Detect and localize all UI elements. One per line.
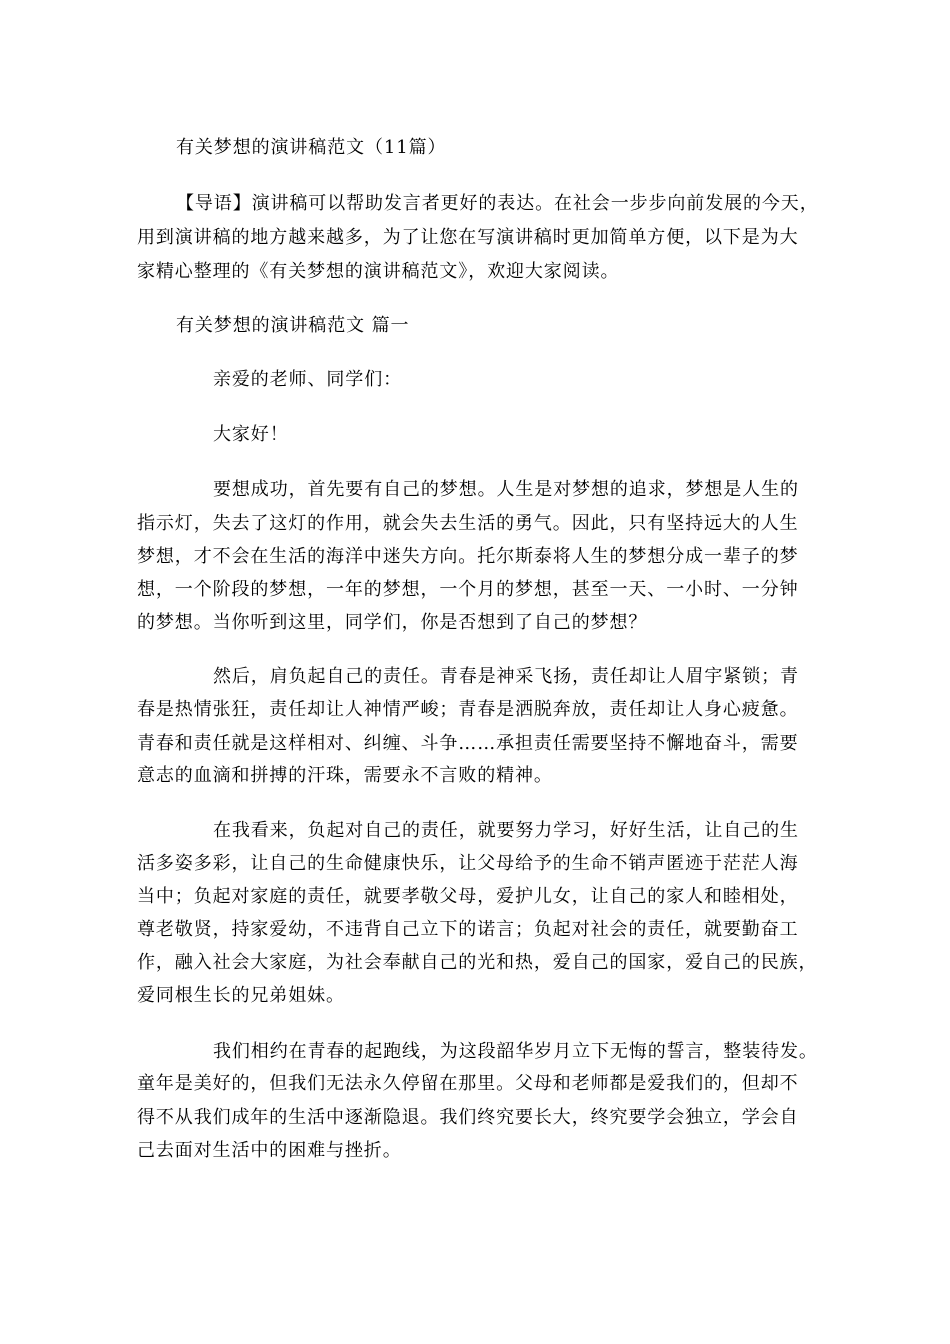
paragraph-line: 尊老敬贤，持家爱幼，不违背自己立下的诺言；负起对社会的责任，就要勤奋工 <box>137 919 799 940</box>
paragraph-line: 意志的血滴和拼搏的汗珠，需要永不言败的精神。 <box>137 765 553 786</box>
paragraph-line: 想，一个阶段的梦想，一年的梦想，一个月的梦想，甚至一天、一小时、一分钟 <box>137 579 799 600</box>
paragraph-line: 然后，肩负起自己的责任。青春是神采飞扬，责任却让人眉宇紧锁；青 <box>213 666 799 687</box>
paragraph-line: 指示灯，失去了这灯的作用，就会失去生活的勇气。因此，只有坚持远大的人生 <box>137 513 799 534</box>
salutation: 亲爱的老师、同学们： <box>213 369 402 390</box>
section-heading: 有关梦想的演讲稿范文 篇一 <box>176 315 410 336</box>
paragraph-line: 春是热情张狂，责任却让人神情严峻；青春是洒脱奔放，责任却让人身心疲惫。 <box>137 699 799 720</box>
paragraph-line: 我们相约在青春的起跑线，为这段韶华岁月立下无悔的誓言，整装待发。 <box>213 1041 818 1062</box>
paragraph-line: 得不从我们成年的生活中逐渐隐退。我们终究要长大，终究要学会独立，学会自 <box>137 1107 799 1128</box>
paragraph-line: 活多姿多彩，让自己的生命健康快乐，让父母给予的生命不销声匿迹于茫茫人海 <box>137 853 799 874</box>
paragraph-line: 当中；负起对家庭的责任，就要孝敬父母，爱护儿女，让自己的家人和睦相处， <box>137 886 799 907</box>
paragraph-line: 己去面对生活中的困难与挫折。 <box>137 1140 402 1161</box>
paragraph-line: 爱同根生长的兄弟姐妹。 <box>137 985 345 1006</box>
greeting: 大家好！ <box>213 424 289 445</box>
paragraph-line: 的梦想。当你听到这里，同学们，你是否想到了自己的梦想？ <box>137 612 648 633</box>
intro-line: 家精心整理的《有关梦想的演讲稿范文》，欢迎大家阅读。 <box>137 261 620 282</box>
paragraph-line: 青春和责任就是这样相对、纠缠、斗争……承担责任需要坚持不懈地奋斗，需要 <box>137 733 799 754</box>
intro-line: 【导语】演讲稿可以帮助发言者更好的表达。在社会一步步向前发展的今天， <box>176 193 819 214</box>
document-title: 有关梦想的演讲稿范文（11篇） <box>176 137 447 158</box>
paragraph-line: 梦想，才不会在生活的海洋中迷失方向。托尔斯泰将人生的梦想分成一辈子的梦 <box>137 546 799 567</box>
paragraph-line: 童年是美好的，但我们无法永久停留在那里。父母和老师都是爱我们的，但却不 <box>137 1073 799 1094</box>
paragraph-line: 要想成功，首先要有自己的梦想。人生是对梦想的追求，梦想是人生的 <box>213 479 799 500</box>
paragraph-line: 作，融入社会大家庭，为社会奉献自己的光和热，爱自己的国家，爱自己的民族， <box>137 952 818 973</box>
paragraph-line: 在我看来，负起对自己的责任，就要努力学习，好好生活，让自己的生 <box>213 820 799 841</box>
intro-line: 用到演讲稿的地方越来越多，为了让您在写演讲稿时更加简单方便，以下是为大 <box>137 227 799 248</box>
